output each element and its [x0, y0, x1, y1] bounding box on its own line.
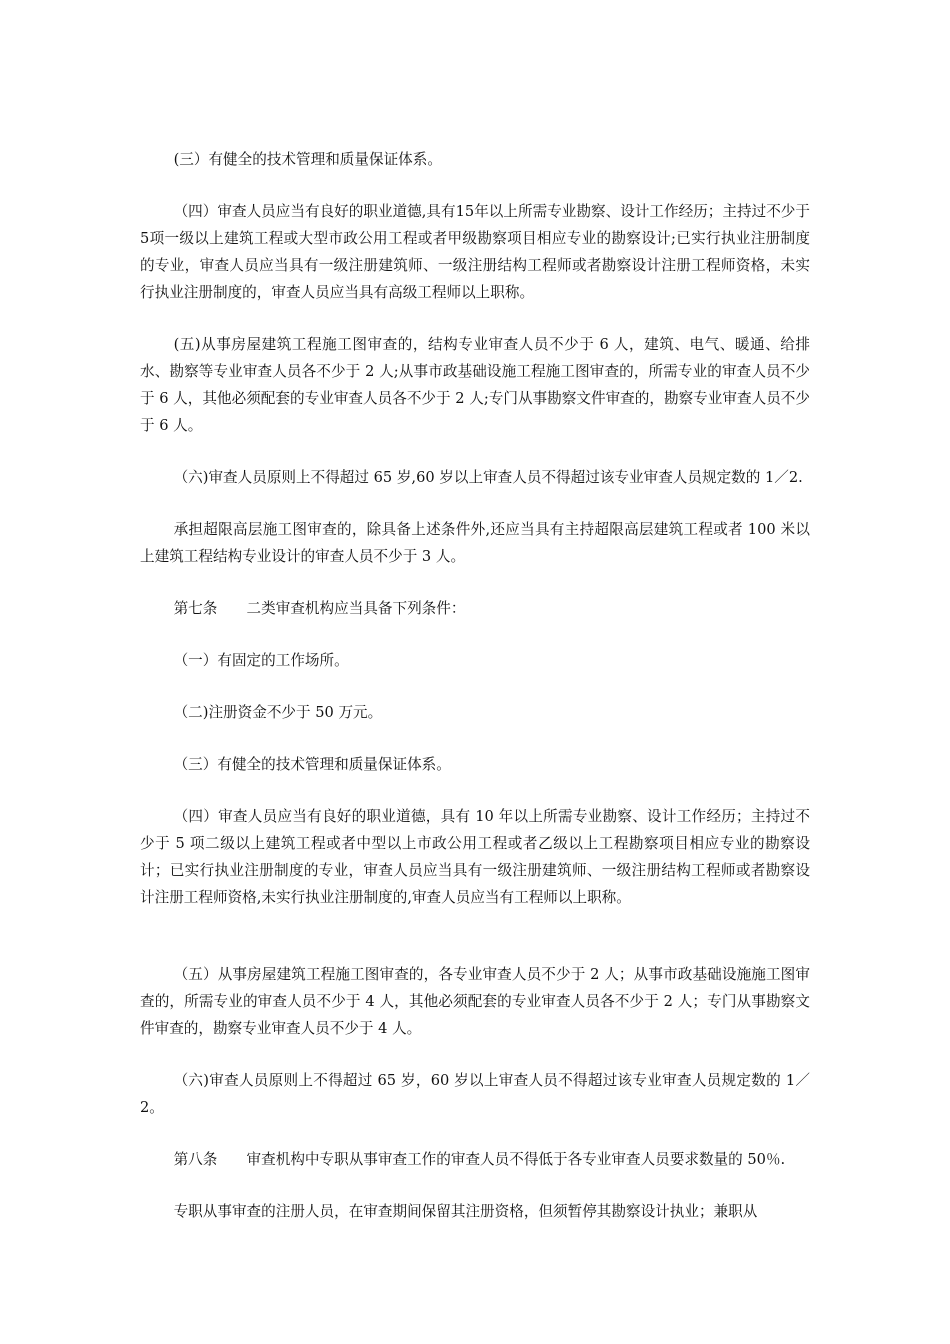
article-heading: 第七条 二类审查机构应当具备下列条件： — [173, 600, 466, 617]
paragraph: （三）有健全的技术管理和质量保证体系。 — [173, 756, 451, 773]
paragraph: (五)从事房屋建筑工程施工图审查的，结构专业审查人员不少于 6 人，建筑、电气、暖通、给排水、勘察等专业审查人员各不少于 2 人;从事市政基础设施工程施工图审查的，所需专业的审查人员不少于 6 人，其他必须配套的专业审查人员各不少于 2 人;专门从事勘察文件审查的，勘察专业审查人员不少于 6 人。 — [140, 336, 810, 434]
paragraph: 专职从事审查的注册人员，在审查期间保留其注册资格，但须暂停其勘察设计执业；兼职从 — [173, 1203, 758, 1220]
paragraph: （五）从事房屋建筑工程施工图审查的，各专业审查人员不少于 2 人；从事市政基础设施施工图审查的，所需专业的审查人员不少于 4 人，其他必须配套的专业审查人员各不少于 2 人；专门从事勘察文件审查的，勘察专业审查人员不少于 4 人。 — [140, 966, 810, 1037]
paragraph: （六)审查人员原则上不得超过 65 岁，60 岁以上审查人员不得超过该专业审查人员规定数的 1／2。 — [140, 1072, 810, 1116]
paragraph: （四）审查人员应当有良好的职业道德，具有 10 年以上所需专业勘察、设计工作经历；主持过不少于 5 项二级以上建筑工程或者中型以上市政公用工程或者乙级以上工程勘察项目相应专业的勘察设计；已实行执业注册制度的专业，审查人员应当具有一级注册建筑师、一级注册结构工程师或者勘察设计注册工程师资格,未实行执业注册制度的,审查人员应当有工程师以上职称。 — [140, 808, 810, 906]
paragraph: （二)注册资金不少于 50 万元。 — [173, 704, 383, 721]
paragraph: 承担超限高层施工图审查的，除具备上述条件外,还应当具有主持超限高层建筑工程或者 100 米以上建筑工程结构专业设计的审查人员不少于 3 人。 — [140, 521, 810, 565]
document-body — [140, 146, 810, 1250]
paragraph: (三）有健全的技术管理和质量保证体系。 — [173, 151, 442, 168]
paragraph: （六)审查人员原则上不得超过 65 岁,60 岁以上审查人员不得超过该专业审查人员规定数的 1／2. — [173, 469, 803, 486]
paragraph: （一）有固定的工作场所。 — [173, 652, 349, 669]
article-heading: 第八条 审查机构中专职从事审查工作的审查人员不得低于各专业审查人员要求数量的 50％. — [173, 1151, 786, 1168]
paragraph: （四）审查人员应当有良好的职业道德,具有15年以上所需专业勘察、设计工作经历；主持过不少于5项一级以上建筑工程或大型市政公用工程或者甲级勘察项目相应专业的勘察设计;已实行执业注册制度的专业，审查人员应当具有一级注册建筑师、一级注册结构工程师或者勘察设计注册工程师资格，未实行执业注册制度的，审查人员应当具有高级工程师以上职称。 — [140, 203, 810, 301]
